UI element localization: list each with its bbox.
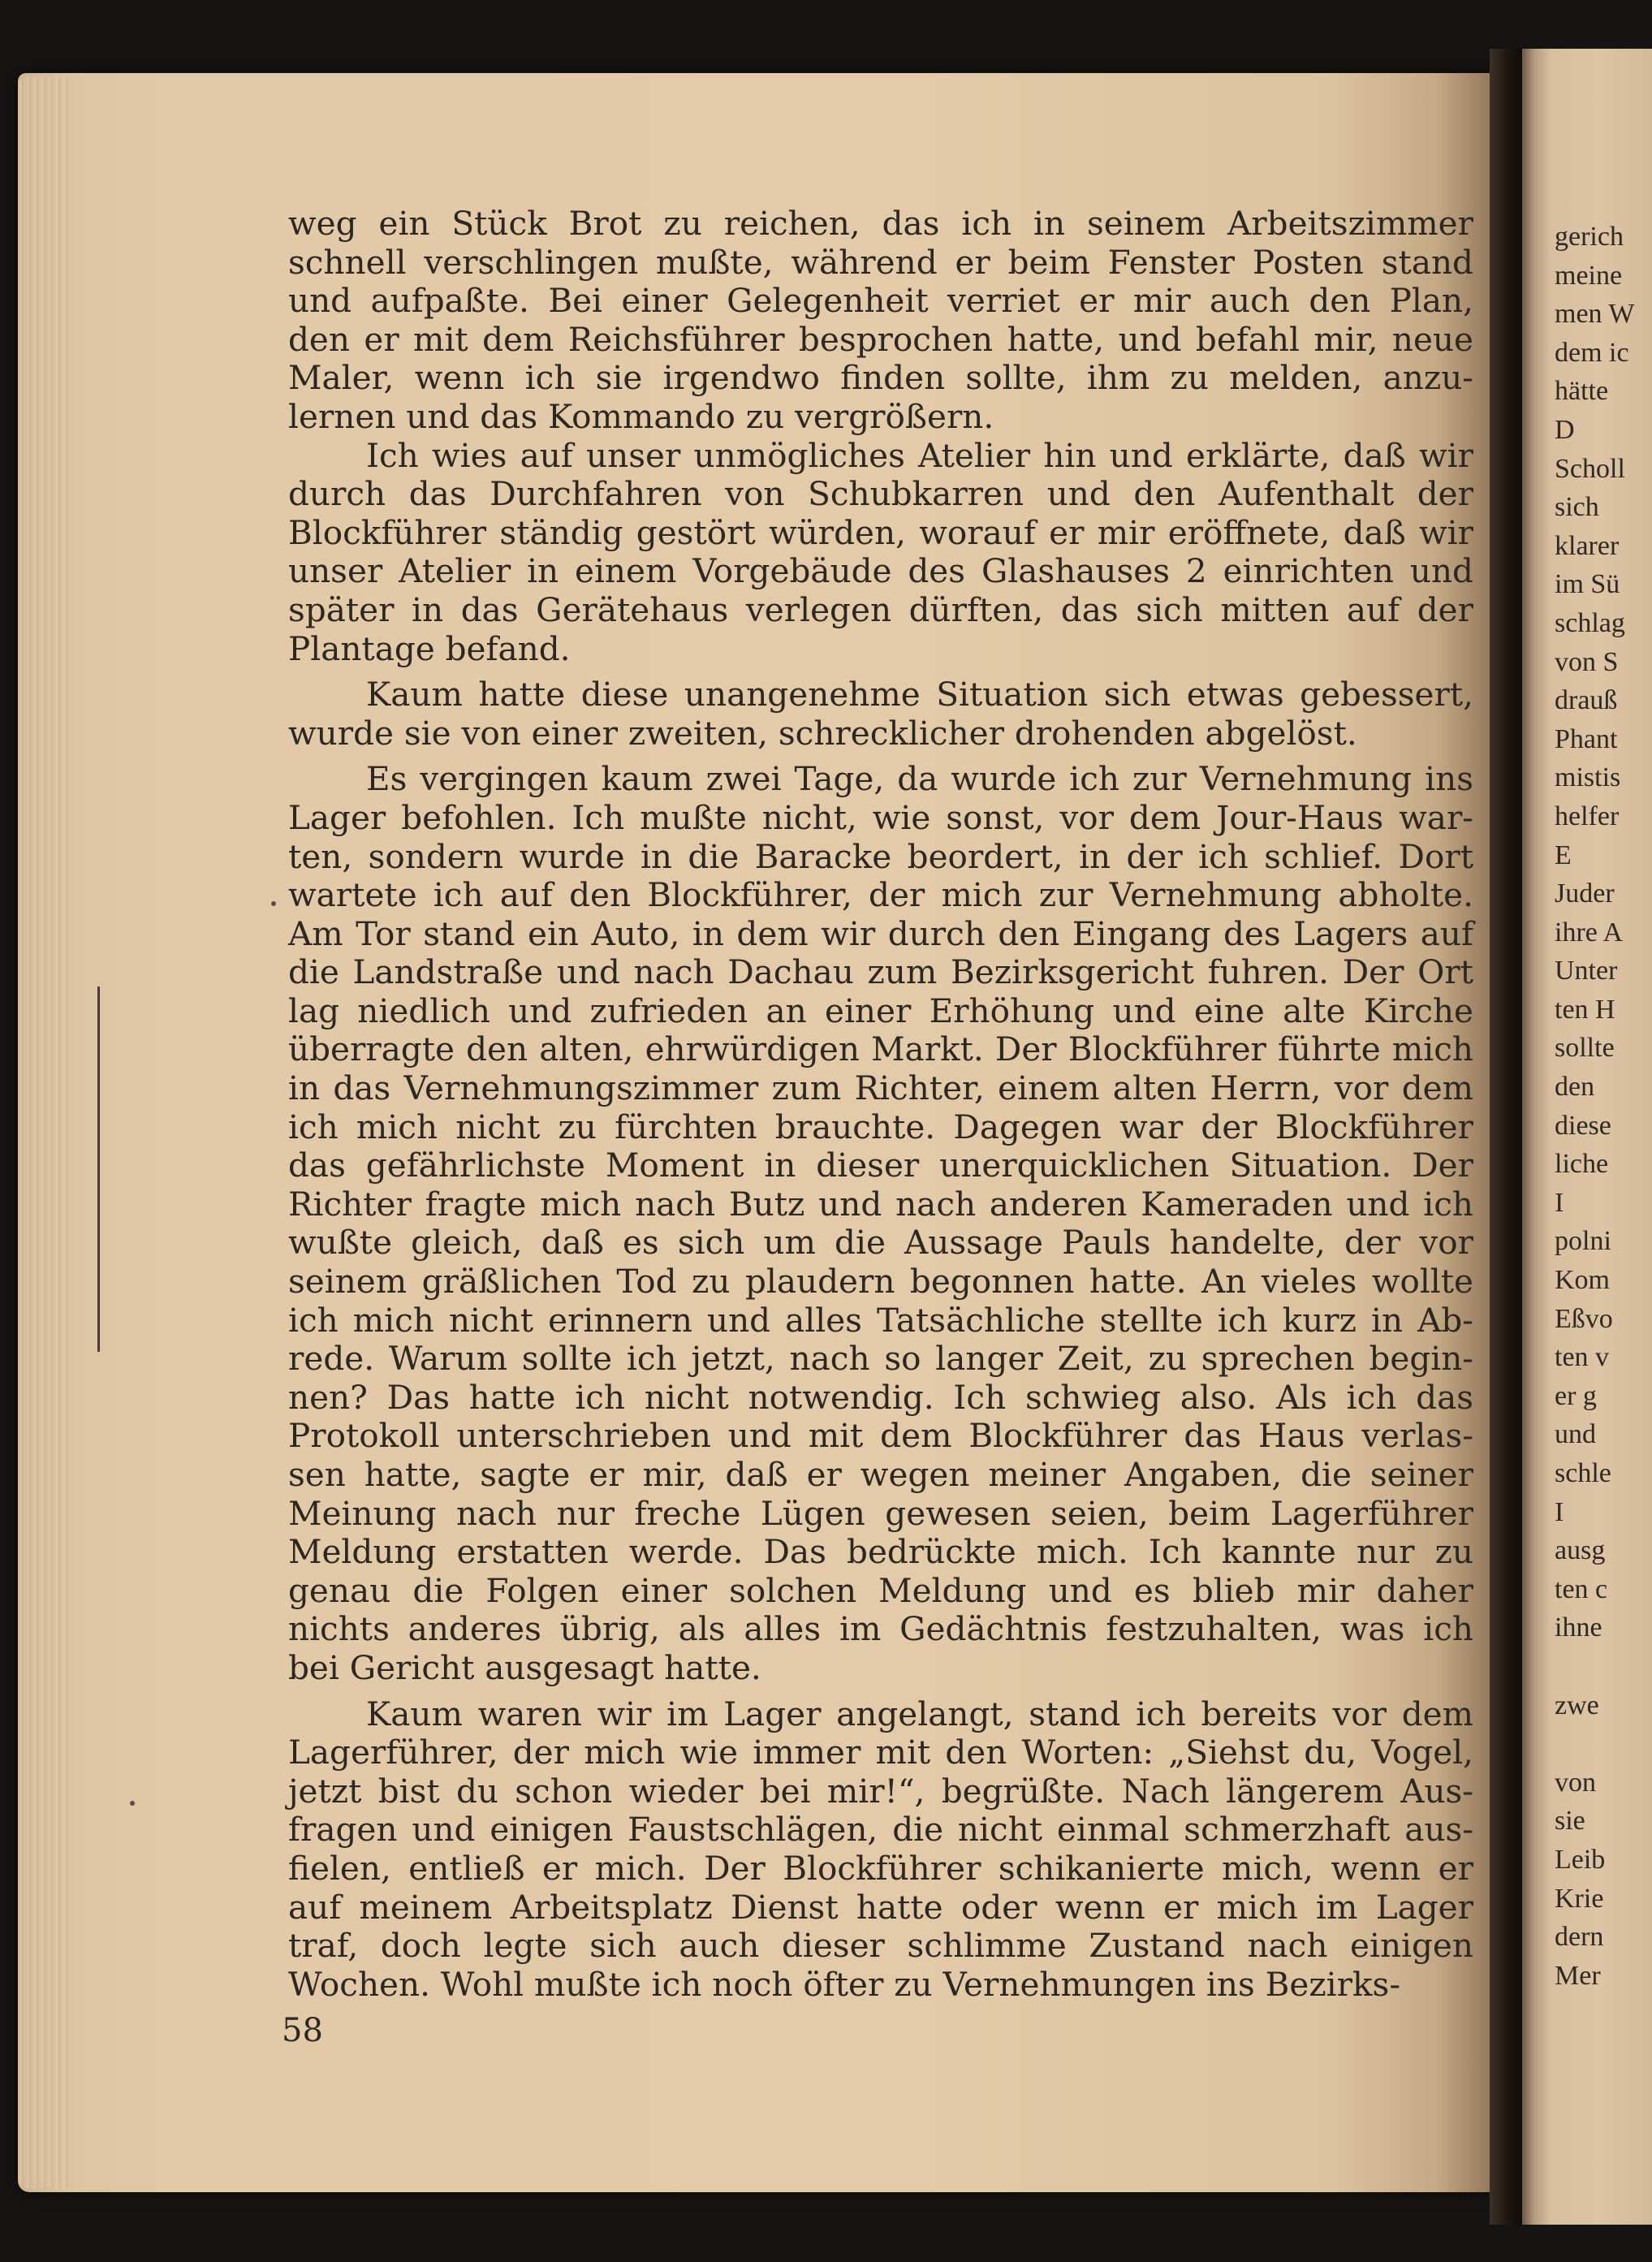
facing-page-fragment: D xyxy=(1555,414,1575,445)
text-line: lernen und das Kommando zu vergrößern. xyxy=(288,396,994,436)
body-text xyxy=(288,205,1473,2004)
facing-page-fragment: und xyxy=(1555,1419,1596,1450)
facing-page-fragment: dem ic xyxy=(1555,337,1629,368)
text-line: ten, sondern wurde in die Baracke beordert, in der ich schlief. Dort xyxy=(288,836,1473,876)
text-line: den er mit dem Reichsführer besprochen hatte, und befahl mir, neue xyxy=(288,319,1473,359)
page-stack-edge xyxy=(18,77,68,2188)
facing-page-fragment: ten c xyxy=(1555,1573,1608,1604)
text-line: sen hatte, sagte er mir, daß er wegen meiner Angaben, die seiner xyxy=(288,1455,1473,1494)
text-line: Meinung nach nur freche Lügen gewesen seien, beim Lagerführer xyxy=(288,1493,1473,1533)
facing-page-fragment: ten v xyxy=(1555,1342,1610,1373)
text-line: schnell verschlingen mußte, während er beim Fenster Posten stand xyxy=(288,242,1473,282)
text-line: auf meinem Arbeitsplatz Dienst hatte oder wenn er mich im Lager xyxy=(288,1887,1473,1927)
text-line: Meldung erstatten werde. Das bedrückte mich. Ich kannte nur zu xyxy=(288,1532,1473,1572)
facing-page-fragment: Juder xyxy=(1555,878,1615,909)
text-line: ich mich nicht erinnern und alles Tatsächliche stellte ich kurz in Ab- xyxy=(288,1300,1473,1340)
facing-page-text xyxy=(1555,218,1652,1995)
text-line: Es vergingen kaum zwei Tage, da wurde ich zur Vernehmung ins xyxy=(366,759,1473,799)
facing-page-fragment: Kom xyxy=(1555,1265,1610,1296)
facing-page-fragment: klarer xyxy=(1555,530,1620,561)
facing-page-fragment: ausg xyxy=(1555,1535,1606,1566)
facing-page-fragment: von S xyxy=(1555,646,1619,677)
facing-page-fragment xyxy=(1555,1647,1652,1686)
facing-page-fragment: ten H xyxy=(1555,994,1615,1025)
facing-page-fragment: Mer xyxy=(1555,1960,1601,1991)
facing-page-fragment: Phant xyxy=(1555,723,1618,754)
text-line: lag niedlich und zufrieden an einer Erhöhung und eine alte Kirche xyxy=(288,991,1473,1030)
facing-page-fragment: Eßvo xyxy=(1555,1303,1613,1334)
text-line: und aufpaßte. Bei einer Gelegenheit verriet er mir auch den Plan, xyxy=(288,281,1473,321)
facing-page-fragment: drauß xyxy=(1555,685,1618,716)
facing-page-fragment: liche xyxy=(1555,1149,1609,1180)
text-line: wußte gleich, daß es sich um die Aussage Pauls handelte, der vor xyxy=(288,1223,1473,1263)
facing-page-fragment: meine xyxy=(1555,260,1623,291)
facing-page-fragment: gerich xyxy=(1555,222,1624,252)
facing-page-fragment xyxy=(1555,1725,1652,1763)
text-line: Lager befohlen. Ich mußte nicht, wie sonst, vor dem Jour-Haus war- xyxy=(288,797,1473,837)
facing-page-fragment: sollte xyxy=(1555,1033,1615,1064)
text-line: Plantage befand. xyxy=(288,628,571,668)
text-line: ich mich nicht zu fürchten brauchte. Dagegen war der Blockführer xyxy=(288,1107,1473,1146)
text-line: später in das Gerätehaus verlegen dürften, das sich mitten auf der xyxy=(288,589,1473,629)
facing-page-fragment: mistis xyxy=(1555,762,1621,793)
facing-page-fragment: zwe xyxy=(1555,1690,1599,1720)
paragraph xyxy=(288,676,1473,753)
text-line: Protokoll unterschrieben und mit dem Blockführer das Haus verlas- xyxy=(288,1416,1473,1456)
text-line: durch das Durchfahren von Schubkarren und den Aufenthalt der xyxy=(288,474,1473,514)
text-line: unser Atelier in einem Vorgebäude des Glashauses 2 einrichten und xyxy=(288,551,1473,591)
facing-page-fragment: Unter xyxy=(1555,956,1618,986)
facing-page-fragment: I xyxy=(1555,1496,1564,1527)
paragraph xyxy=(288,1695,1473,2005)
text-line: bei Gericht ausgesagt hatte. xyxy=(288,1647,761,1687)
text-line: seinem gräßlichen Tod zu plaudern begonnen hatte. An vieles wollte xyxy=(288,1262,1473,1302)
margin-line-mark xyxy=(97,986,100,1352)
text-line: wurde sie von einer zweiten, schrecklicher drohenden abgelöst. xyxy=(288,713,1357,753)
text-line: traf, doch legte sich auch dieser schlimme Zustand nach einigen xyxy=(288,1926,1473,1966)
dust-speck xyxy=(130,1801,135,1806)
facing-page-fragment: sich xyxy=(1555,492,1599,523)
text-line: Wochen. Wohl mußte ich noch öfter zu Vernehmungen ins Bezirks- xyxy=(288,1964,1400,2004)
text-line: Lagerführer, der mich wie immer mit den Worten: „Siehst du, Vogel, xyxy=(288,1733,1473,1772)
text-line: fielen, entließ er mich. Der Blockführer schikanierte mich, wenn er xyxy=(288,1848,1473,1888)
text-line: wartete ich auf den Blockführer, der mich zur Vernehmung abholte. xyxy=(288,875,1473,915)
facing-page-fragment: schle xyxy=(1555,1458,1611,1488)
facing-page-fragment: Krie xyxy=(1555,1883,1604,1914)
page-number: 58 xyxy=(282,2012,323,2049)
facing-page-fragment: dern xyxy=(1555,1922,1604,1953)
facing-page-fragment: schlag xyxy=(1555,607,1625,638)
dust-speck xyxy=(271,901,276,906)
text-line: in das Vernehmungszimmer zum Richter, einem alten Herrn, vor dem xyxy=(288,1068,1473,1108)
text-line: Kaum waren wir im Lager angelangt, stand ich bereits vor dem xyxy=(366,1694,1473,1733)
text-line: die Landstraße und nach Dachau zum Bezirksgericht fuhren. Der Ort xyxy=(288,952,1473,992)
text-line: Richter fragte mich nach Butz und nach anderen Kameraden und ich xyxy=(288,1184,1473,1224)
text-line: das gefährlichste Moment in dieser unerquicklichen Situation. Der xyxy=(288,1146,1473,1185)
facing-page-fragment: Leib xyxy=(1555,1844,1606,1875)
facing-page-fragment: den xyxy=(1555,1072,1595,1103)
facing-page-fragment: Scholl xyxy=(1555,453,1625,484)
facing-page-fragment: er g xyxy=(1555,1380,1597,1411)
facing-page-fragment: ihne xyxy=(1555,1612,1602,1643)
text-line: jetzt bist du schon wieder bei mir!“, begrüßte. Nach längerem Aus- xyxy=(288,1771,1473,1811)
text-line: Ich wies auf unser unmögliches Atelier hin und erklärte, daß wir xyxy=(366,435,1473,475)
facing-page-fragment: E xyxy=(1555,840,1572,870)
facing-page-fragment: von xyxy=(1555,1767,1596,1798)
text-line: fragen und einigen Faustschlägen, die nicht einmal schmerzhaft aus- xyxy=(288,1810,1473,1850)
text-line: genau die Folgen einer solchen Meldung und es blieb mir daher xyxy=(288,1570,1473,1610)
text-line: rede. Warum sollte ich jetzt, nach so langer Zeit, zu sprechen begin- xyxy=(288,1339,1473,1379)
facing-page-fragment: sie xyxy=(1555,1806,1585,1837)
facing-page-fragment: diese xyxy=(1555,1110,1611,1141)
text-line: weg ein Stück Brot zu reichen, das ich in seinem Arbeitszimmer xyxy=(288,204,1473,243)
facing-page-fragment: I xyxy=(1555,1187,1564,1218)
text-line: Am Tor stand ein Auto, in dem wir durch den Eingang des Lagers auf xyxy=(288,913,1473,953)
text-line: überragte den alten, ehrwürdigen Markt. Der Blockführer führte mich xyxy=(288,1030,1473,1069)
text-line: Kaum hatte diese unangenehme Situation sich etwas gebessert, xyxy=(366,675,1473,714)
book-gutter xyxy=(1490,49,1522,2225)
facing-page-fragment: men W xyxy=(1555,299,1635,330)
paragraph xyxy=(288,205,1473,437)
facing-page-fragment: im Sü xyxy=(1555,569,1620,600)
facing-page-fragment: helfer xyxy=(1555,801,1620,831)
text-line: Blockführer ständig gestört würden, worauf er mir eröffnete, daß wir xyxy=(288,512,1473,552)
text-line: nichts anderes übrig, als alles im Gedächtnis festzuhalten, was ich xyxy=(288,1609,1473,1649)
facing-page-fragment: ihre A xyxy=(1555,917,1624,948)
text-line: nen? Das hatte ich nicht notwendig. Ich schwieg also. Als ich das xyxy=(288,1377,1473,1417)
facing-page-fragment: hätte xyxy=(1555,376,1609,407)
facing-page-fragment: polni xyxy=(1555,1226,1611,1257)
text-line: Maler, wenn ich sie irgendwo finden sollte, ihm zu melden, anzu- xyxy=(288,358,1473,398)
paragraph xyxy=(288,760,1473,1687)
paragraph xyxy=(288,437,1473,669)
